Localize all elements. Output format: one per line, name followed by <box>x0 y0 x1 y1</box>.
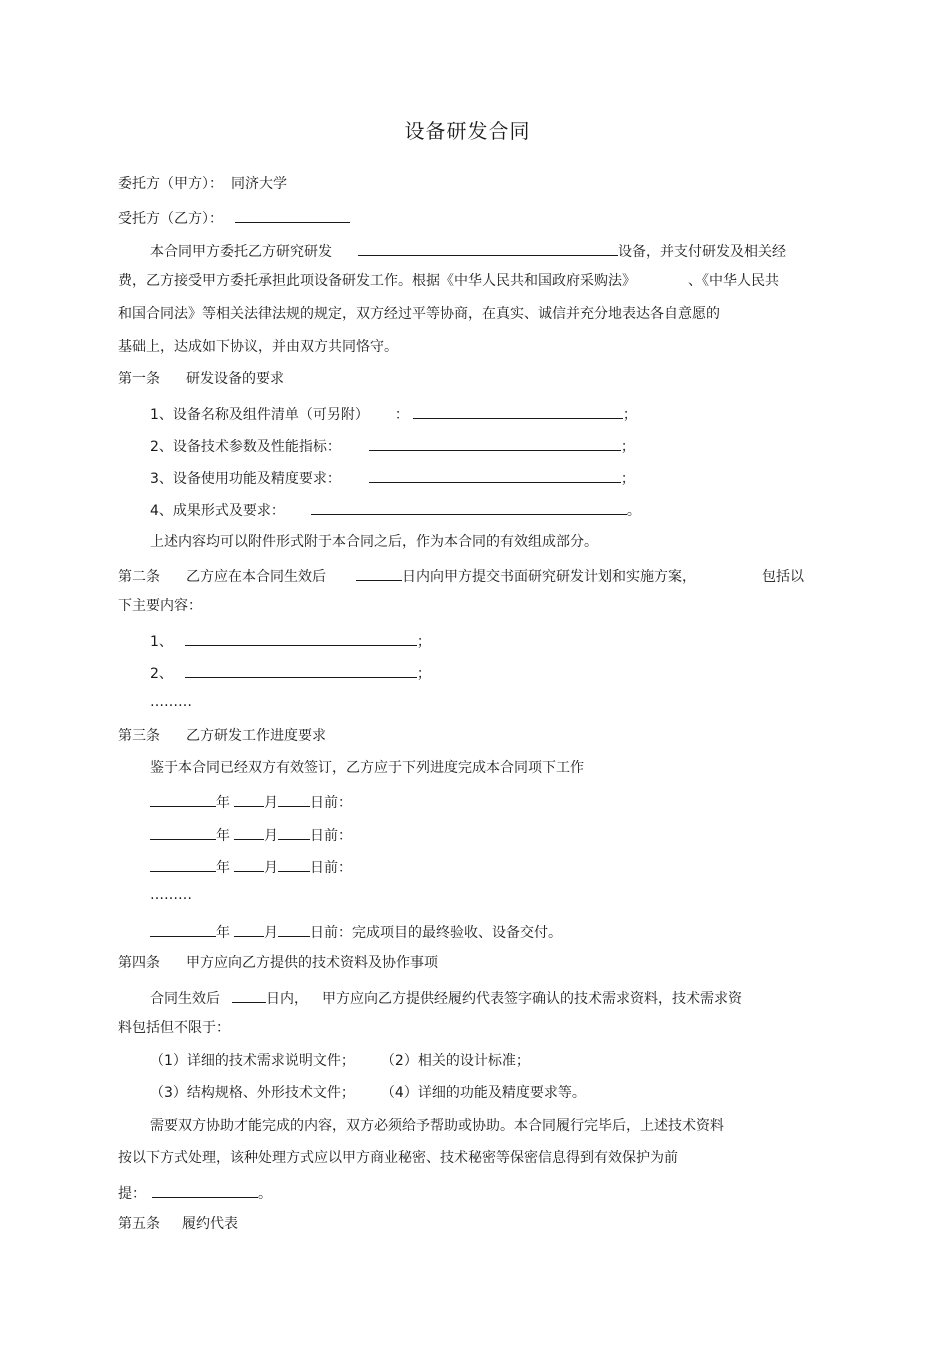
component-list-blank[interactable] <box>413 403 623 419</box>
article-1-item-1 <box>150 403 637 424</box>
intro-line-4: 基础上，达成如下协议，并由双方共同恪守。 <box>118 339 398 355</box>
schedule-2-day-blank[interactable] <box>278 824 310 840</box>
article-1-title: 研发设备的要求 <box>186 371 284 387</box>
month-label: 月 <box>264 795 278 811</box>
schedule-3-month-blank[interactable] <box>234 856 264 872</box>
schedule-row-2 <box>150 824 352 845</box>
article-2-number: 第二条 <box>118 569 160 585</box>
materials-handling-blank[interactable] <box>152 1182 258 1198</box>
device-name-blank[interactable] <box>358 240 618 256</box>
article-4-para-1: 需要双方协助才能完成的内容，双方必须给予帮助或协助。本合同履行完毕后，上述技术资料 <box>150 1118 724 1134</box>
schedule-1-month-blank[interactable] <box>234 791 264 807</box>
function-precision-blank[interactable] <box>369 467 621 483</box>
tech-params-blank[interactable] <box>369 435 621 451</box>
intro-text-2b: 、《中华人民共 <box>688 273 779 289</box>
article-1-item-4 <box>150 499 641 520</box>
item-4-period: 。 <box>626 503 641 519</box>
intro-text-1b: 设备，并支付研发及相关经 <box>618 244 786 260</box>
final-year-blank[interactable] <box>150 921 216 937</box>
article-4-para-3 <box>118 1182 272 1203</box>
article-1-item-2 <box>150 435 635 456</box>
final-day-blank[interactable] <box>278 921 310 937</box>
article-4-list-row-2 <box>150 1084 586 1102</box>
intro-text-1a: 本合同甲方委托乙方研究研发 <box>150 244 332 260</box>
contractor-blank[interactable] <box>235 207 350 223</box>
intro-line-2 <box>118 272 779 290</box>
deliverable-form-blank[interactable] <box>311 499 627 515</box>
intro-line-3: 和国合同法》等相关法律法规的规定，双方经过平等协商，在真实、诚信并充分地表达各自意愿的 <box>118 306 720 322</box>
material-item-1: （1）详细的技术需求说明文件； <box>150 1053 355 1069</box>
plan-item-1-label: 1、 <box>150 634 173 650</box>
article-3-ellipsis: ……… <box>150 887 192 903</box>
schedule-1-day-blank[interactable] <box>278 791 310 807</box>
article-4-title: 甲方应向乙方提供的技术资料及协作事项 <box>186 955 438 971</box>
article-4-line-1 <box>150 987 742 1008</box>
article-2-text-a: 乙方应在本合同生效后 <box>186 569 326 585</box>
article-3-heading <box>118 727 326 745</box>
schedule-row-final <box>150 921 562 942</box>
day-before-label: 日前： <box>310 860 352 876</box>
article-5-number: 第五条 <box>118 1216 160 1232</box>
article-4-number: 第四条 <box>118 955 160 971</box>
article-3-title: 乙方研发工作进度要求 <box>186 728 326 744</box>
article-4-text-a: 合同生效后 <box>150 991 220 1007</box>
article-2-text-c: 包括以 <box>762 569 804 585</box>
plan-item-2-label: 2、 <box>150 666 173 682</box>
plan-item-1-semicolon: ； <box>416 634 431 650</box>
day-before-label: 日前： <box>310 925 352 941</box>
article-4-list-row-1 <box>150 1052 530 1070</box>
article-4-text-c: 甲方应向乙方提供经履约代表签字确认的技术需求资料，技术需求资 <box>322 991 742 1007</box>
material-item-4: （4）详细的功能及精度要求等。 <box>380 1085 586 1101</box>
material-item-2: （2）相关的设计标准； <box>380 1053 530 1069</box>
contractor-line <box>118 207 350 228</box>
intro-text-2a: 费，乙方接受甲方委托承担此项设备研发工作。根据《中华人民共和国政府采购法》 <box>118 273 636 289</box>
client-label: 委托方（甲方）： <box>118 176 223 192</box>
schedule-3-day-blank[interactable] <box>278 856 310 872</box>
article-5-title: 履约代表 <box>182 1216 238 1232</box>
item-1-colon: ： <box>394 407 409 423</box>
plan-item-2-semicolon: ； <box>416 666 431 682</box>
schedule-3-year-blank[interactable] <box>150 856 216 872</box>
article-5-heading <box>118 1215 238 1233</box>
item-4-label: 4、成果形式及要求： <box>150 503 285 519</box>
article-1-number: 第一条 <box>118 371 160 387</box>
article-2-text-b: 日内向甲方提交书面研究研发计划和实施方案， <box>402 569 696 585</box>
client-line <box>118 175 287 193</box>
intro-line-1 <box>150 240 786 261</box>
year-label: 年 <box>216 860 230 876</box>
month-label: 月 <box>264 925 278 941</box>
schedule-row-1 <box>150 791 352 812</box>
year-label: 年 <box>216 925 230 941</box>
article-1-note: 上述内容均可以附件形式附于本合同之后，作为本合同的有效组成部分。 <box>150 534 598 550</box>
article-2-line-1 <box>118 565 804 586</box>
item-3-semicolon: ； <box>620 471 635 487</box>
final-delivery-text: 完成项目的最终验收、设备交付。 <box>352 925 562 941</box>
month-label: 月 <box>264 860 278 876</box>
contract-title: 设备研发合同 <box>404 119 531 143</box>
schedule-row-3 <box>150 856 352 877</box>
article-4-premise-label: 提： <box>118 1186 146 1202</box>
month-label: 月 <box>264 828 278 844</box>
day-before-label: 日前： <box>310 828 352 844</box>
article-4-heading <box>118 954 438 972</box>
day-before-label: 日前： <box>310 795 352 811</box>
article-4-period: 。 <box>258 1186 272 1202</box>
item-2-semicolon: ； <box>620 439 635 455</box>
article-4-text-b: 日内， <box>266 991 308 1007</box>
article-2-item-1 <box>150 630 431 651</box>
year-label: 年 <box>216 828 230 844</box>
materials-days-blank[interactable] <box>232 987 266 1003</box>
article-3-number: 第三条 <box>118 728 160 744</box>
final-month-blank[interactable] <box>234 921 264 937</box>
article-2-ellipsis: ……… <box>150 694 192 710</box>
article-4-line-2: 料包括但不限于： <box>118 1020 230 1036</box>
plan-days-blank[interactable] <box>356 565 402 581</box>
item-3-label: 3、设备使用功能及精度要求： <box>150 471 341 487</box>
schedule-1-year-blank[interactable] <box>150 791 216 807</box>
material-item-3: （3）结构规格、外形技术文件； <box>150 1085 355 1101</box>
article-2-line-2: 下主要内容： <box>118 598 202 614</box>
item-1-label: 1、设备名称及组件清单（可另附） <box>150 407 369 423</box>
article-1-heading <box>118 370 284 388</box>
plan-item-2-blank[interactable] <box>185 662 417 678</box>
plan-item-1-blank[interactable] <box>185 630 417 646</box>
schedule-2-year-blank[interactable] <box>150 824 216 840</box>
item-1-semicolon: ； <box>622 407 637 423</box>
year-label: 年 <box>216 795 230 811</box>
contractor-label: 受托方（乙方）： <box>118 211 223 227</box>
article-3-intro: 鉴于本合同已经双方有效签订，乙方应于下列进度完成本合同项下工作 <box>150 760 584 776</box>
article-4-para-2: 按以下方式处理，该种处理方式应以甲方商业秘密、技术秘密等保密信息得到有效保护为前 <box>118 1150 678 1166</box>
client-value: 同济大学 <box>231 176 287 192</box>
article-1-item-3 <box>150 467 635 488</box>
item-2-label: 2、设备技术参数及性能指标： <box>150 439 341 455</box>
article-2-item-2 <box>150 662 431 683</box>
schedule-2-month-blank[interactable] <box>234 824 264 840</box>
